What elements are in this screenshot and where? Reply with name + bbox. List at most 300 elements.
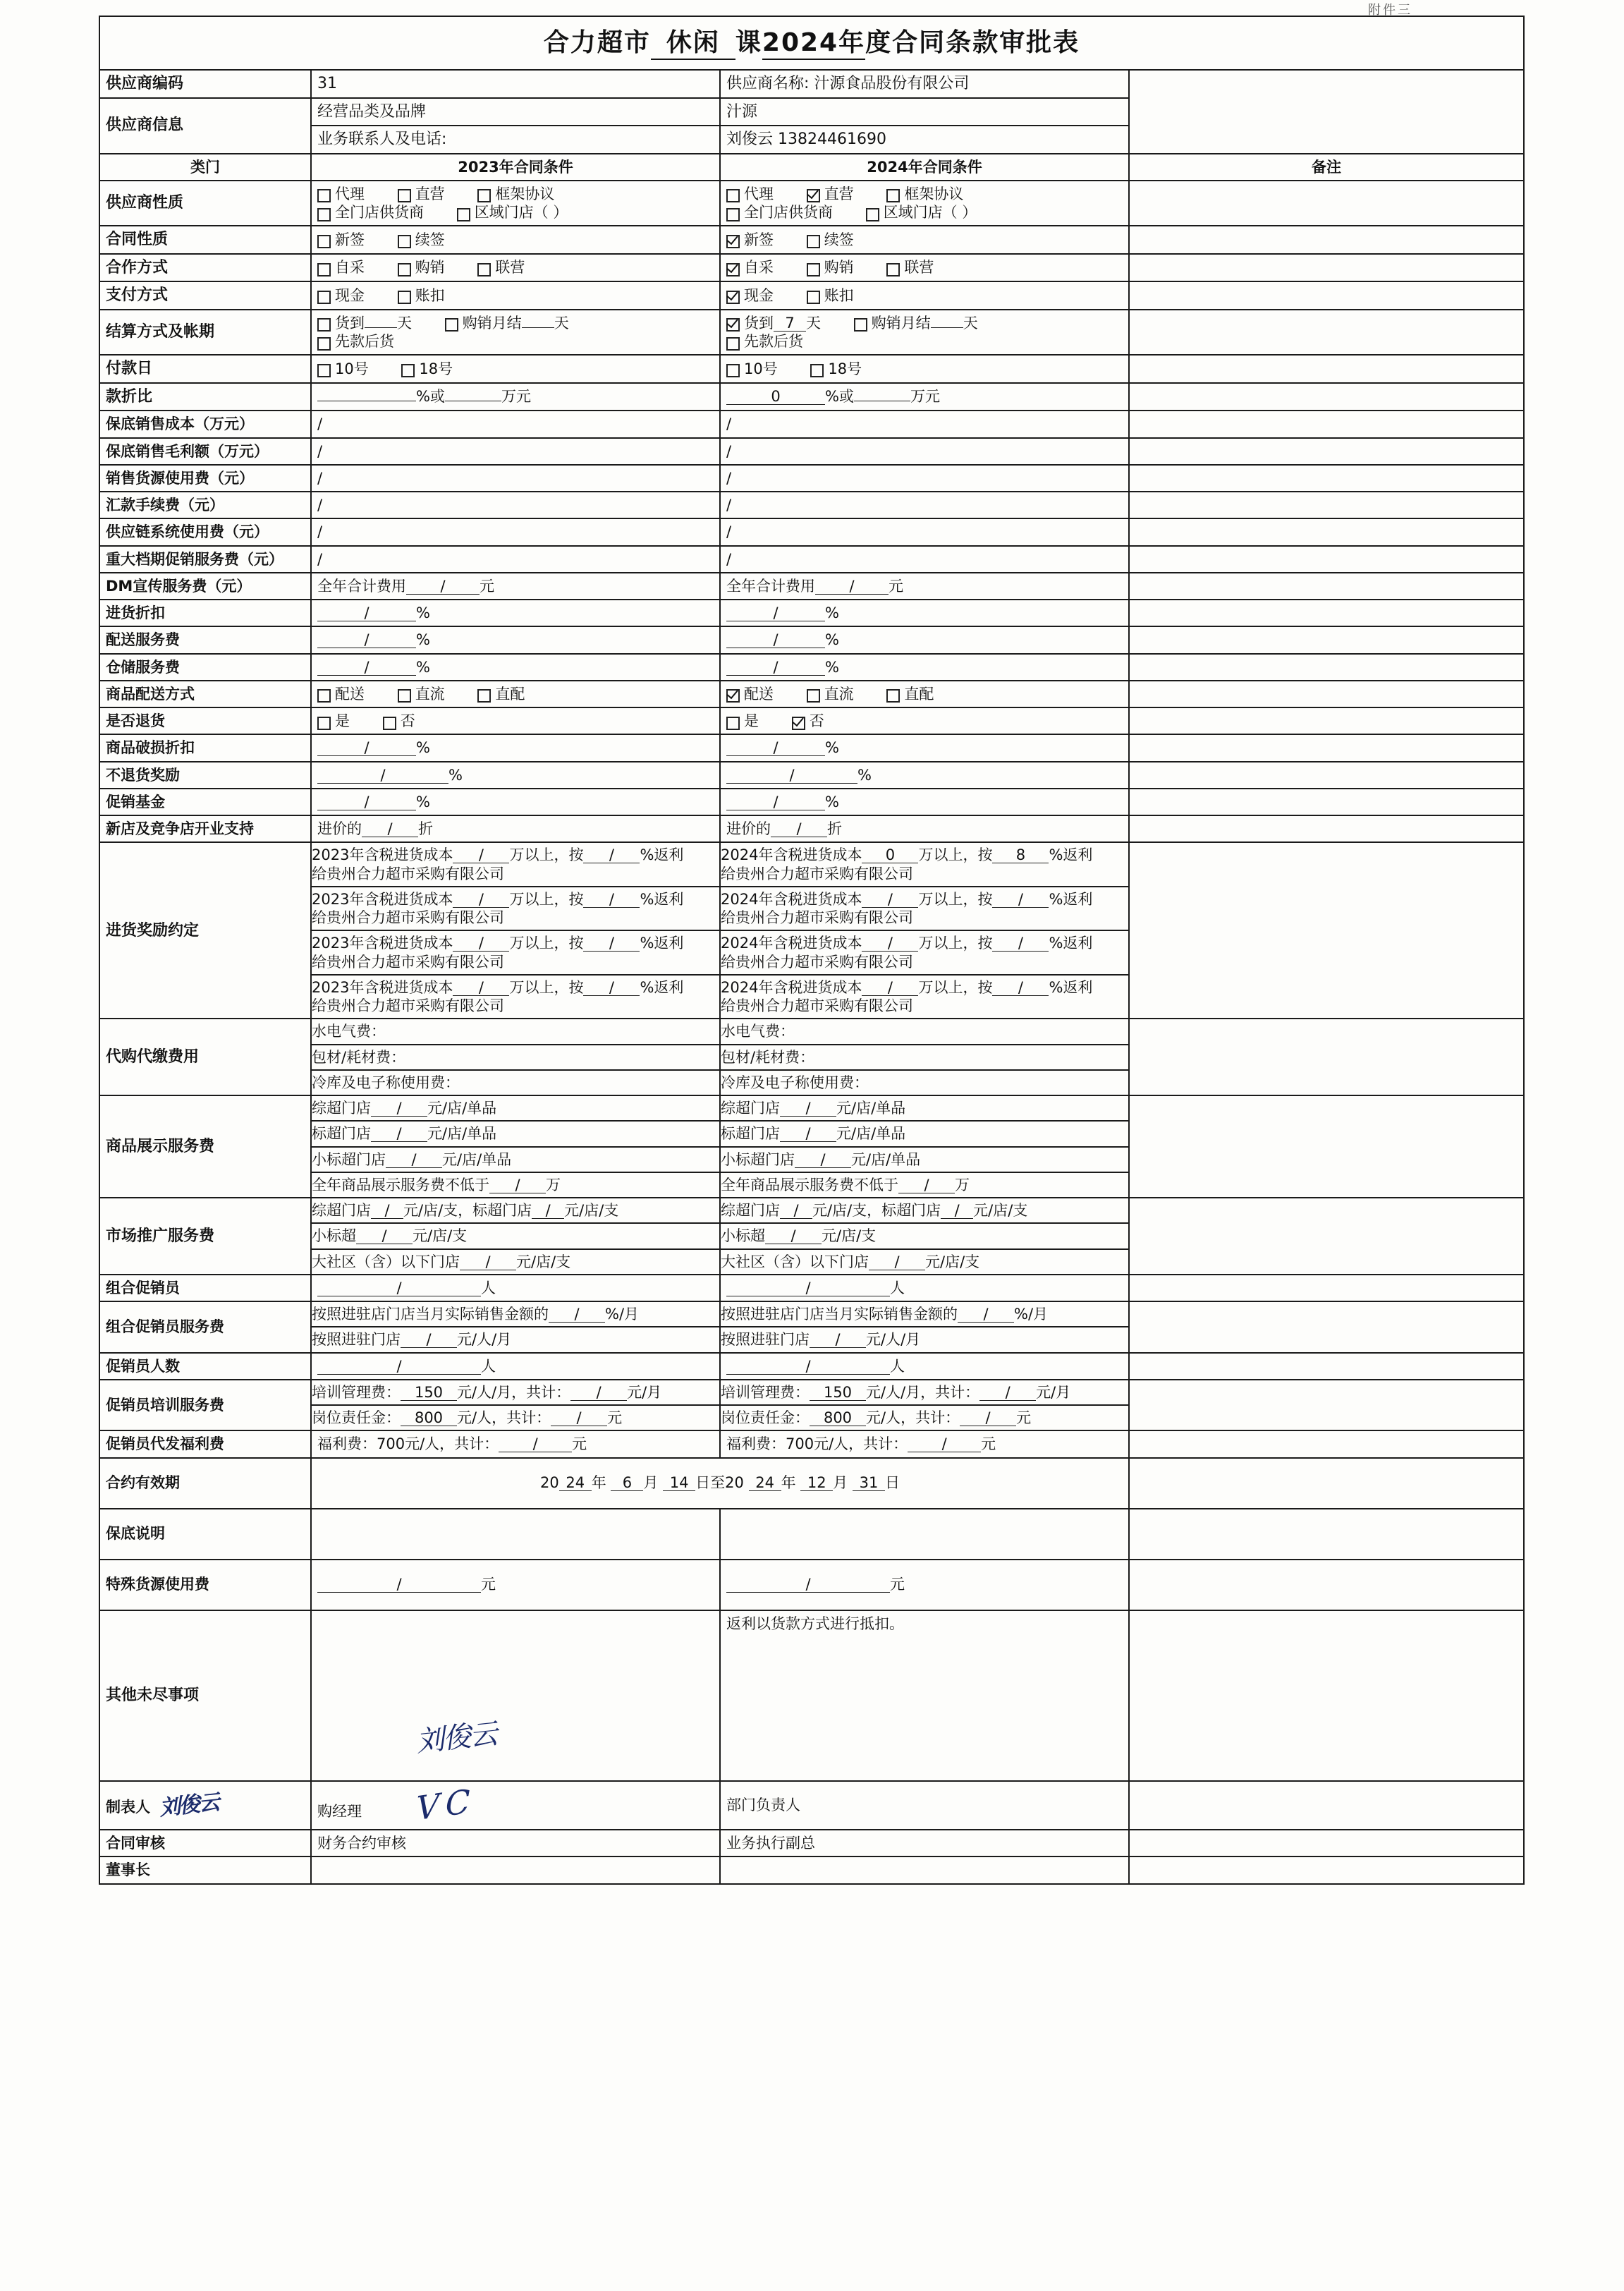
display-biaochao-value-2024[interactable]: /: [780, 1126, 836, 1142]
training-deposit-rate-2023[interactable]: 800: [401, 1410, 457, 1426]
combo-promoter-2024: / 人: [720, 1275, 1129, 1301]
opt-direct-2024[interactable]: 直营: [807, 185, 854, 203]
title-dept: 休闲: [651, 27, 735, 60]
opt-cash-2023[interactable]: 现金: [317, 286, 365, 305]
agency-packaging-2024[interactable]: 包材/耗材费：: [721, 1044, 1128, 1069]
remark-warehouse-fee: [1129, 654, 1524, 681]
row-rebate-ratio: [99, 383, 1524, 411]
market-xiaobiaochao-value-2023[interactable]: /: [356, 1228, 413, 1244]
welfare-total-2024[interactable]: /: [908, 1436, 981, 1452]
row-promoter-welfare: [99, 1430, 1524, 1457]
settlement-label: 结算方式及帐期: [99, 310, 311, 356]
market-zongchao-2024: 综超门店 / 元/店/支，标超门店 / 元/店/支: [721, 1202, 1028, 1219]
major-promo-fee-2024[interactable]: /: [720, 546, 1129, 573]
validity-start-month[interactable]: 6: [611, 1475, 643, 1491]
noreturn-reward-value-2023[interactable]: /: [317, 767, 448, 784]
row-returnable: [99, 707, 1524, 734]
row-warehouse-fee: [99, 654, 1524, 681]
opt-no-2023[interactable]: 否: [383, 712, 415, 730]
opt-directdist-2023[interactable]: 直配: [477, 685, 525, 703]
delivery-mode-label: 商品配送方式: [99, 681, 311, 707]
training-deposit-rate-2024[interactable]: 800: [810, 1410, 866, 1426]
training-mgmt-rate-2024[interactable]: 150: [810, 1385, 866, 1401]
agency-coldstore-2024[interactable]: 冷库及电子称使用费：: [721, 1069, 1128, 1095]
reward-line-2024-3: 2024年含税进货成本 / 万以上，按 / %返利 给贵州合力超市采购有限公司: [721, 930, 1128, 974]
welfare-total-2023[interactable]: /: [499, 1436, 572, 1452]
min-gross-profit-label: 保底销售毛利额（万元）: [99, 438, 311, 465]
warehouse-fee-label: 仓储服务费: [99, 654, 311, 681]
row-display-fee: [99, 1095, 1524, 1198]
opt-framework-2024[interactable]: 框架协议: [886, 185, 963, 203]
validity-end-day[interactable]: 31: [853, 1475, 885, 1491]
remark-noreturn-reward: [1129, 762, 1524, 789]
settlement-days-2024[interactable]: 7: [774, 315, 806, 332]
display-fee-label: 商品展示服务费: [99, 1095, 311, 1198]
opt-day18-2024[interactable]: 18号: [810, 360, 862, 378]
opt-cash-2024[interactable]: 现金: [726, 286, 774, 305]
supplier-code-row: [99, 70, 1524, 98]
main-table: [99, 16, 1525, 1885]
contract-approval-form: [99, 16, 1523, 2259]
display-total-value-2023[interactable]: /: [489, 1177, 546, 1193]
new-store-support-2024: 进价的 / 折: [720, 815, 1129, 842]
remark-signature-2: [1129, 1830, 1524, 1857]
market-zongchao-value-2023[interactable]: /: [371, 1203, 403, 1219]
display-zongchao-2024: 综超门店 / 元/店/单品: [721, 1100, 906, 1117]
remark-pay-day: [1129, 355, 1524, 383]
guarantee-note-2023[interactable]: [311, 1509, 720, 1560]
purchase-discount-2024: / %: [720, 600, 1129, 626]
row-promo-fund: [99, 789, 1524, 815]
reward-amount-2024-3[interactable]: /: [862, 935, 918, 952]
market-biaochao-value-2023[interactable]: /: [532, 1203, 564, 1219]
purchase-reward-2023: [311, 842, 720, 1019]
combo-fee-fixed-2024: 按照进驻门店 / 元/人/月: [721, 1326, 1128, 1351]
row-signature-3: [99, 1857, 1524, 1883]
remark-promoter-welfare: [1129, 1430, 1524, 1457]
row-supplychain-fee: [99, 518, 1524, 545]
dm-fee-value-2023[interactable]: /: [406, 578, 480, 595]
special-source-value-2023[interactable]: /: [317, 1576, 481, 1593]
promo-fund-value-2023[interactable]: /: [317, 794, 416, 810]
validity-value: 20 24 年 6 月 14 日至20 24 年 12 月 31 日: [311, 1458, 1129, 1509]
dm-fee-2024: 全年合计费用 / 元: [720, 573, 1129, 600]
damage-discount-value-2024[interactable]: /: [726, 740, 825, 756]
display-biaochao-value-2023[interactable]: /: [371, 1126, 427, 1142]
opt-agent-2024[interactable]: 代理: [726, 185, 774, 203]
delivery-service-fee-value-2023[interactable]: /: [317, 632, 416, 648]
validity-end-month[interactable]: 12: [800, 1475, 833, 1491]
min-sale-cost-2023[interactable]: /: [311, 411, 720, 437]
agency-utility-2024[interactable]: 水电气费：: [721, 1023, 795, 1040]
row-noreturn-reward: [99, 762, 1524, 789]
opt-dist-2023[interactable]: 配送: [317, 685, 365, 703]
display-biaochao-2024: 标超门店 / 元/店/单品: [721, 1120, 1128, 1146]
opt-yes-2024[interactable]: 是: [726, 712, 759, 730]
title-row: [99, 16, 1524, 70]
reward-line-2023-2: 2023年含税进货成本 / 万以上，按 / %返利 给贵州合力超市采购有限公司: [312, 886, 719, 930]
display-total-2023: 全年商品展示服务费不低于 / 万: [312, 1172, 719, 1197]
row-promoter-training: [99, 1380, 1524, 1431]
training-deposit-2024: 岗位责任金： 800 元/人，共计： / 元: [721, 1404, 1128, 1430]
rebate-ratio-label: 款折比: [99, 383, 311, 411]
training-deposit-total-2024[interactable]: /: [960, 1410, 1016, 1426]
promoter-welfare-2023: 福利费：700元/人，共计： / 元: [311, 1430, 720, 1457]
header-2024: 2024年合同条件: [720, 154, 1129, 181]
display-zongchao-value-2024[interactable]: /: [780, 1100, 836, 1117]
special-source-value-2024[interactable]: /: [726, 1576, 890, 1593]
sale-source-fee-2023[interactable]: /: [311, 465, 720, 492]
sale-source-fee-2024[interactable]: /: [720, 465, 1129, 492]
opt-day18-2023[interactable]: 18号: [401, 360, 453, 378]
row-special-source: [99, 1560, 1524, 1610]
reward-pct-2023-2[interactable]: /: [583, 892, 640, 908]
opt-sale-2023[interactable]: 购销: [398, 258, 445, 276]
guarantee-note-2024[interactable]: [720, 1509, 1129, 1560]
damage-discount-value-2023[interactable]: /: [317, 740, 416, 756]
row-market-fee: [99, 1198, 1524, 1275]
opt-day10-2023[interactable]: 10号: [317, 360, 369, 378]
contract-nature-2024: [720, 226, 1129, 254]
opt-self-2024[interactable]: 自采: [726, 258, 774, 276]
market-community-value-2023[interactable]: /: [460, 1254, 516, 1270]
remark-settlement: [1129, 310, 1524, 356]
remark-market-fee: [1129, 1198, 1524, 1275]
display-zongchao-2023: 综超门店 / 元/店/单品: [312, 1100, 497, 1117]
other-matters-label: 其他未尽事项: [99, 1610, 311, 1781]
contact-value: 刘俊云 13824461690: [720, 126, 1129, 154]
major-promo-fee-label: 重大档期促销服务费（元）: [99, 546, 311, 573]
combo-fee-pct-2024: 按照进驻店门店当月实际销售金额的 / %/月: [721, 1306, 1049, 1323]
opt-new-2023[interactable]: 新签: [317, 231, 365, 249]
maker-signature: 刘俊云: [158, 1789, 220, 1821]
opt-direct-2023[interactable]: 直营: [398, 185, 445, 203]
reward-line-2023-3: 2023年含税进货成本 / 万以上，按 / %返利 给贵州合力超市采购有限公司: [312, 930, 719, 974]
opt-day10-2024[interactable]: 10号: [726, 360, 778, 378]
rebate-ratio-pct-2024[interactable]: 0: [726, 389, 825, 405]
min-gross-profit-2023[interactable]: /: [311, 438, 720, 465]
training-mgmt-total-2024[interactable]: /: [979, 1385, 1036, 1401]
promoter-training-2024: [720, 1380, 1129, 1431]
header-2023: 2023年合同条件: [311, 154, 720, 181]
agency-coldstore-2023[interactable]: 冷库及电子称使用费：: [312, 1069, 719, 1095]
opt-no-2024[interactable]: 否: [792, 712, 824, 730]
opt-directdist-2024[interactable]: 直配: [886, 685, 934, 703]
opt-new-2024[interactable]: 新签: [726, 231, 774, 249]
row-agency-fee: [99, 1019, 1524, 1095]
opt-goods-arrive-2024[interactable]: 货到 7 天: [726, 314, 821, 332]
reward-amount-2023-2[interactable]: /: [453, 892, 509, 908]
returnable-2023: [311, 707, 720, 734]
combo-promoter-value-2023[interactable]: /: [317, 1280, 481, 1296]
market-biaochao-value-2024[interactable]: /: [941, 1203, 973, 1219]
row-delivery-mode: [99, 681, 1524, 707]
dm-fee-2023: 全年合计费用 / 元: [311, 573, 720, 600]
opt-deduct-2024[interactable]: 账扣: [807, 286, 854, 305]
promo-fund-value-2024[interactable]: /: [726, 794, 825, 810]
opt-monthly-2024[interactable]: 购销月结 天: [854, 314, 978, 332]
promoter-count-value-2023[interactable]: /: [317, 1359, 481, 1375]
remark-supplier-nature: [1129, 181, 1524, 226]
remark-combo-promoter-fee: [1129, 1301, 1524, 1353]
remark-damage-discount: [1129, 734, 1524, 761]
supplier-info-label: 供应商信息: [99, 98, 311, 154]
opt-crossdock-2023[interactable]: 直流: [398, 685, 445, 703]
validity-start-day[interactable]: 14: [663, 1475, 695, 1491]
remark-promo-fund: [1129, 789, 1524, 815]
contact-label: 业务联系人及电话:: [311, 126, 720, 154]
supplychain-fee-2024[interactable]: /: [720, 518, 1129, 545]
training-deposit-2023: 岗位责任金： 800 元/人，共计： / 元: [312, 1404, 719, 1430]
remark-validity: [1129, 1458, 1524, 1509]
validity-end-year[interactable]: 24: [749, 1475, 781, 1491]
supplier-nature-2023: [311, 181, 720, 226]
reward-pct-2023-4[interactable]: /: [583, 980, 640, 996]
contract-nature-label: 合同性质: [99, 226, 311, 254]
opt-yes-2023[interactable]: 是: [317, 712, 350, 730]
remark-remittance-fee: [1129, 492, 1524, 518]
delivery-mode-2023: [311, 681, 720, 707]
reward-amount-2024-4[interactable]: /: [862, 980, 918, 996]
display-xiaobiaochao-2024: 小标超门店 / 元/店/单品: [721, 1146, 1128, 1172]
purchase-reward-label: 进货奖励约定: [99, 842, 311, 1019]
promoter-welfare-label: 促销员代发福利费: [99, 1430, 311, 1457]
opt-renew-2023[interactable]: 续签: [398, 231, 445, 249]
new-store-value-2023[interactable]: /: [362, 821, 418, 837]
biz-vp-cell: 业务执行副总: [720, 1830, 1129, 1857]
opt-self-2023[interactable]: 自采: [317, 258, 365, 276]
training-mgmt-rate-2023[interactable]: 150: [401, 1385, 457, 1401]
supplier-nature-label: 供应商性质: [99, 181, 311, 226]
gm-extra-cell[interactable]: [720, 1857, 1129, 1883]
promoter-count-value-2024[interactable]: /: [726, 1359, 890, 1375]
settlement-2023: [311, 310, 720, 356]
row-combo-promoter: [99, 1275, 1524, 1301]
opt-allstore-2024[interactable]: 全门店供货商: [726, 203, 833, 221]
display-xiaobiaochao-value-2024[interactable]: /: [795, 1152, 851, 1168]
row-validity: [99, 1458, 1524, 1509]
remark-returnable: [1129, 707, 1524, 734]
supplychain-fee-2023[interactable]: /: [311, 518, 720, 545]
remark-min-sale-cost: [1129, 411, 1524, 437]
opt-regional-2023[interactable]: 区域门店（ ）: [457, 203, 568, 221]
contract-review-label: 合同审核: [99, 1830, 311, 1857]
header-remark: 备注: [1129, 154, 1524, 181]
row-major-promo-fee: [99, 546, 1524, 573]
other-matters-2023[interactable]: [311, 1610, 720, 1781]
training-deposit-total-2023[interactable]: /: [551, 1410, 607, 1426]
promo-fund-label: 促销基金: [99, 789, 311, 815]
opt-allstore-2023[interactable]: 全门店供货商: [317, 203, 424, 221]
row-dm-fee: [99, 573, 1524, 600]
display-zongchao-value-2023[interactable]: /: [371, 1100, 427, 1117]
purchase-manager-signature: V C: [416, 1782, 468, 1828]
purchase-reward-2024: [720, 842, 1129, 1019]
market-community-2024: 大社区（含）以下门店 / 元/店/支: [721, 1248, 1128, 1274]
welfare-rate-2023: 700: [377, 1435, 405, 1453]
market-fee-2023: [311, 1198, 720, 1275]
reward-pct-2023-3[interactable]: /: [583, 935, 640, 952]
guarantee-note-label: 保底说明: [99, 1509, 311, 1560]
training-mgmt-total-2023[interactable]: /: [570, 1385, 627, 1401]
opt-regional-2024[interactable]: 区域门店（ ）: [866, 203, 977, 221]
market-community-2023: 大社区（含）以下门店 / 元/店/支: [312, 1248, 719, 1274]
reward-line-2024-1: 2024年含税进货成本 0 万以上，按 8 %返利 给贵州合力超市采购有限公司: [721, 846, 1093, 882]
supplier-name-label: 供应商名称:: [726, 75, 810, 92]
display-xiaobiaochao-2023: 小标超门店 / 元/店/单品: [312, 1146, 719, 1172]
purchase-discount-2023: / %: [311, 600, 720, 626]
reward-amount-2023-1[interactable]: /: [453, 847, 509, 863]
reward-amount-2023-4[interactable]: /: [453, 980, 509, 996]
remark-signature-1: [1129, 1781, 1524, 1830]
row-new-store-support: [99, 815, 1524, 842]
opt-crossdock-2024[interactable]: 直流: [807, 685, 854, 703]
min-gross-profit-2024[interactable]: /: [720, 438, 1129, 465]
remark-sale-source-fee: [1129, 465, 1524, 492]
dm-fee-value-2024[interactable]: /: [815, 578, 889, 595]
noreturn-reward-2023: / %: [311, 762, 720, 789]
display-xiaobiaochao-value-2023[interactable]: /: [386, 1152, 442, 1168]
brand-label: 经营品类及品牌: [311, 98, 720, 126]
remittance-fee-2023[interactable]: /: [311, 492, 720, 518]
agency-fee-2023: [311, 1019, 720, 1095]
display-biaochao-2023: 标超门店 / 元/店/单品: [312, 1120, 719, 1146]
pay-day-2023: [311, 355, 720, 383]
market-community-value-2024[interactable]: /: [869, 1254, 925, 1270]
combo-fee-fixed-value-2023[interactable]: /: [401, 1332, 457, 1348]
market-zongchao-2023: 综超门店 / 元/店/支，标超门店 / 元/店/支: [312, 1202, 619, 1219]
delivery-service-fee-2023: / %: [311, 626, 720, 653]
opt-joint-2023[interactable]: 联营: [477, 258, 525, 276]
sale-source-fee-label: 销售货源使用费（元）: [99, 465, 311, 492]
combo-fee-pct-value-2023[interactable]: /: [549, 1306, 605, 1323]
row-delivery-service-fee: [99, 626, 1524, 653]
reward-amount-2024-2[interactable]: /: [862, 892, 918, 908]
delivery-service-fee-value-2024[interactable]: /: [726, 632, 825, 648]
column-header-row: [99, 154, 1524, 181]
settlement-month-days-2023[interactable]: [522, 327, 554, 328]
remark-combo-promoter: [1129, 1275, 1524, 1301]
validity-start-year[interactable]: 24: [559, 1475, 592, 1491]
market-zongchao-value-2024[interactable]: /: [780, 1203, 812, 1219]
supplychain-fee-label: 供应链系统使用费（元）: [99, 518, 311, 545]
remark-major-promo-fee: [1129, 546, 1524, 573]
remittance-fee-2024[interactable]: /: [720, 492, 1129, 518]
reward-pct-2023-1[interactable]: /: [583, 847, 640, 863]
reward-line-2024-2: 2024年含税进货成本 / 万以上，按 / %返利 给贵州合力超市采购有限公司: [721, 886, 1128, 930]
new-store-value-2024[interactable]: /: [771, 821, 827, 837]
reward-line-2023-4: 2023年含税进货成本 / 万以上，按 / %返利 给贵州合力超市采购有限公司: [312, 974, 719, 1019]
purchase-discount-value-2024[interactable]: /: [726, 605, 825, 621]
promoter-training-2023: [311, 1380, 720, 1431]
noreturn-reward-value-2024[interactable]: /: [726, 767, 857, 784]
noreturn-reward-label: 不退货奖励: [99, 762, 311, 789]
opt-renew-2024[interactable]: 续签: [807, 231, 854, 249]
display-total-value-2024[interactable]: /: [898, 1177, 955, 1193]
reward-pct-2024-2[interactable]: /: [992, 892, 1049, 908]
remark-contract-nature: [1129, 226, 1524, 254]
welfare-rate-2024: 700: [786, 1435, 814, 1453]
display-fee-2024: [720, 1095, 1129, 1198]
row-pay-day: [99, 355, 1524, 383]
promo-fund-2023: / %: [311, 789, 720, 815]
agency-fee-label: 代购代缴费用: [99, 1019, 311, 1095]
supplier-code-value: 31: [311, 70, 720, 98]
finance-review-cell: 财务合约审核: [311, 1830, 720, 1857]
remark-signature-3: [1129, 1857, 1524, 1883]
agency-fee-2024: [720, 1019, 1129, 1095]
remark-min-gross-profit: [1129, 438, 1524, 465]
market-xiaobiaochao-2023: 小标超 / 元/店/支: [312, 1222, 719, 1248]
new-store-support-2023: 进价的 / 折: [311, 815, 720, 842]
major-promo-fee-2023[interactable]: /: [311, 546, 720, 573]
agency-utility-2023[interactable]: 水电气费：: [312, 1023, 386, 1040]
delivery-service-fee-2024: / %: [720, 626, 1129, 653]
opt-goods-arrive-2023[interactable]: 货到 天: [317, 314, 412, 332]
opt-agent-2023[interactable]: 代理: [317, 185, 365, 203]
damage-discount-2024: / %: [720, 734, 1129, 761]
reward-pct-2024-3[interactable]: /: [992, 935, 1049, 952]
opt-sale-2024[interactable]: 购销: [807, 258, 854, 276]
remark-special-source: [1129, 1560, 1524, 1610]
other-matters-2024[interactable]: 返利以货款方式进行抵扣。: [720, 1610, 1129, 1781]
remark-delivery-mode: [1129, 681, 1524, 707]
purchase-discount-value-2023[interactable]: /: [317, 605, 416, 621]
market-xiaobiaochao-2024: 小标超 / 元/店/支: [721, 1222, 1128, 1248]
combo-fee-pct-value-2024[interactable]: /: [958, 1306, 1014, 1323]
opt-joint-2024[interactable]: 联营: [886, 258, 934, 276]
gm-sign-cell[interactable]: [311, 1857, 720, 1883]
agency-packaging-2023[interactable]: 包材/耗材费：: [312, 1044, 719, 1069]
warehouse-fee-value-2024[interactable]: /: [726, 660, 825, 676]
pay-mode-2023: [311, 281, 720, 310]
coop-mode-label: 合作方式: [99, 254, 311, 282]
title-mid: 课: [735, 28, 762, 57]
remark-promoter-training: [1129, 1380, 1524, 1431]
opt-prepay-2023[interactable]: 先款后货: [317, 332, 394, 351]
returnable-label: 是否退货: [99, 707, 311, 734]
opt-monthly-2023[interactable]: 购销月结 天: [445, 314, 569, 332]
opt-deduct-2023[interactable]: 账扣: [398, 286, 445, 305]
reward-pct-2024-1[interactable]: 8: [992, 847, 1049, 863]
row-signature-1: [99, 1781, 1524, 1830]
row-promoter-count: [99, 1353, 1524, 1380]
combo-promoter-value-2024[interactable]: /: [726, 1280, 890, 1296]
opt-framework-2023[interactable]: 框架协议: [477, 185, 554, 203]
opt-dist-2024[interactable]: 配送: [726, 685, 774, 703]
row-remittance-fee: [99, 492, 1524, 518]
opt-prepay-2024[interactable]: 先款后货: [726, 332, 803, 351]
dm-fee-label: DM宣传服务费（元）: [99, 573, 311, 600]
row-contract-nature: [99, 226, 1524, 254]
delivery-service-fee-label: 配送服务费: [99, 626, 311, 653]
remark-dm-fee: [1129, 573, 1524, 600]
combo-promoter-2023: / 人: [311, 1275, 720, 1301]
reward-amount-2024-1[interactable]: 0: [862, 847, 918, 863]
warehouse-fee-value-2023[interactable]: /: [317, 660, 416, 676]
market-xiaobiaochao-value-2024[interactable]: /: [765, 1228, 822, 1244]
dept-head-cell: 部门负责人: [720, 1781, 1129, 1830]
reward-amount-2023-3[interactable]: /: [453, 935, 509, 952]
min-sale-cost-2024[interactable]: /: [720, 411, 1129, 437]
reward-pct-2024-4[interactable]: /: [992, 980, 1049, 996]
settlement-month-days-2024[interactable]: [931, 327, 963, 328]
promoter-count-2023: / 人: [311, 1353, 720, 1380]
combo-fee-fixed-value-2024[interactable]: /: [810, 1332, 866, 1348]
settlement-days-2023[interactable]: [365, 327, 397, 328]
pay-mode-label: 支付方式: [99, 281, 311, 310]
maker-label: 制表人 刘俊云: [99, 1781, 311, 1830]
